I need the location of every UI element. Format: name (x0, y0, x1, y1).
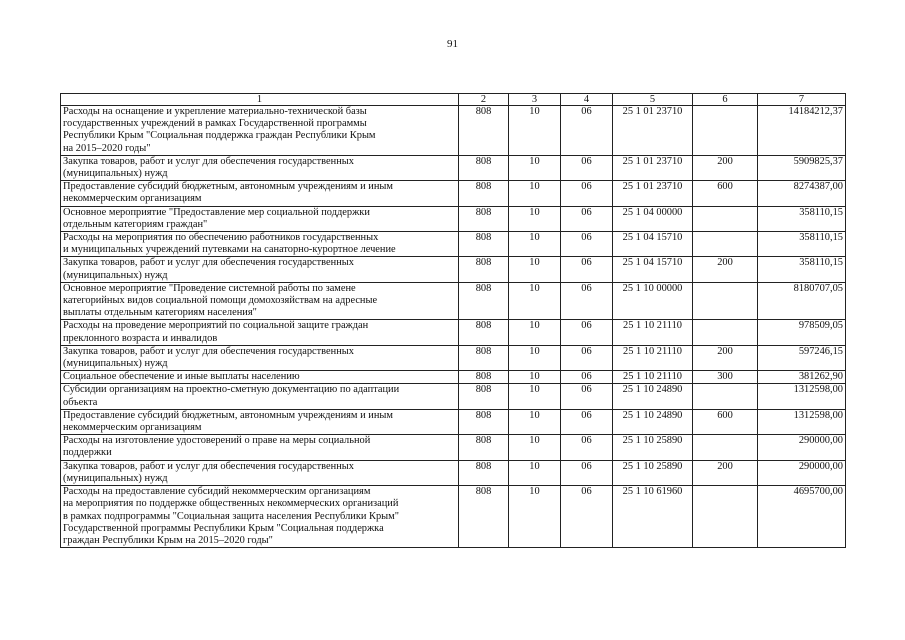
ministry-code: 808 (459, 232, 509, 257)
target-article-code: 25 1 10 24890 (613, 409, 693, 434)
amount: 381262,90 (758, 371, 846, 384)
subsection-code: 06 (561, 155, 613, 180)
ministry-code: 808 (459, 409, 509, 434)
description-line: (муниципальных) нужд (63, 472, 168, 484)
description-line: Расходы на проведение мероприятий по социальной защите граждан (63, 320, 369, 332)
ministry-code: 808 (459, 181, 509, 206)
table-row (61, 282, 846, 320)
amount: 290000,00 (758, 435, 846, 460)
subsection-code: 06 (561, 384, 613, 409)
ministry-code: 808 (459, 460, 509, 485)
expense-type-code: 200 (693, 155, 758, 180)
description-line: Закупка товаров, работ и услуг для обеспечения государственных (63, 345, 354, 357)
row-description (61, 106, 459, 156)
table-row (61, 181, 846, 206)
description-line: Закупка товаров, работ и услуг для обеспечения государственных (63, 155, 354, 167)
ministry-code: 808 (459, 257, 509, 282)
ministry-code: 808 (459, 155, 509, 180)
description-line: Основное мероприятие "Предоставление мер социальной поддержки (63, 206, 370, 218)
amount: 597246,15 (758, 345, 846, 370)
row-description (61, 435, 459, 460)
amount: 4695700,00 (758, 486, 846, 548)
description-line: граждан Республики Крым на 2015–2020 годы" (63, 534, 273, 546)
table-row (61, 206, 846, 231)
target-article-code: 25 1 01 23710 (613, 106, 693, 156)
section-code: 10 (509, 320, 561, 345)
description-line: поддержки (63, 447, 112, 459)
target-article-code: 25 1 01 23710 (613, 155, 693, 180)
table-row (61, 384, 846, 409)
header-cell: 1 (61, 94, 459, 106)
description-line: Расходы на оснащение и укрепление материально-технической базы (63, 106, 367, 117)
subsection-code: 06 (561, 320, 613, 345)
row-description (61, 320, 459, 345)
section-code: 10 (509, 232, 561, 257)
expense-type-code (693, 384, 758, 409)
description-line: (муниципальных) нужд (63, 358, 168, 370)
ministry-code: 808 (459, 345, 509, 370)
expense-type-code: 200 (693, 345, 758, 370)
description-line: государственных учреждений в рамках Государственной программы (63, 118, 367, 130)
row-description (61, 181, 459, 206)
section-code: 10 (509, 106, 561, 156)
row-description (61, 409, 459, 434)
table-row (61, 106, 846, 156)
expense-type-code: 600 (693, 181, 758, 206)
subsection-code: 06 (561, 232, 613, 257)
table-row (61, 371, 846, 384)
expense-type-code: 600 (693, 409, 758, 434)
expense-type-code (693, 320, 758, 345)
header-row (61, 94, 846, 106)
table-row (61, 232, 846, 257)
row-description (61, 206, 459, 231)
subsection-code: 06 (561, 435, 613, 460)
expense-type-code (693, 206, 758, 231)
expense-type-code (693, 232, 758, 257)
table-row (61, 257, 846, 282)
description-line: (муниципальных) нужд (63, 168, 168, 180)
header-cell: 6 (693, 94, 758, 106)
subsection-code: 06 (561, 282, 613, 320)
target-article-code: 25 1 04 15710 (613, 232, 693, 257)
expense-type-code (693, 282, 758, 320)
section-code: 10 (509, 181, 561, 206)
ministry-code: 808 (459, 384, 509, 409)
subsection-code: 06 (561, 257, 613, 282)
description-line: Предоставление субсидий бюджетным, автономным учреждениям и иным (63, 409, 393, 421)
description-line: и муниципальных учреждений путевками на санаторно-курортное лечение (63, 244, 396, 256)
target-article-code: 25 1 10 61960 (613, 486, 693, 548)
description-line: на 2015–2020 годы" (63, 142, 151, 154)
table-row (61, 345, 846, 370)
row-description (61, 371, 459, 384)
target-article-code: 25 1 10 21110 (613, 320, 693, 345)
table-row (61, 320, 846, 345)
header-cell: 2 (459, 94, 509, 106)
description-line: Предоставление субсидий бюджетным, автономным учреждениям и иным (63, 181, 393, 193)
description-line: Государственной программы Республики Крым "Социальная поддержка (63, 522, 384, 534)
row-description (61, 155, 459, 180)
expense-type-code (693, 435, 758, 460)
target-article-code: 25 1 04 00000 (613, 206, 693, 231)
description-line: в рамках подпрограммы "Социальная защита населения Республики Крым" (63, 510, 399, 522)
description-line: отдельным категориям граждан" (63, 218, 208, 230)
header-cell: 7 (758, 94, 846, 106)
description-line: Республики Крым "Социальная поддержка граждан Республики Крым (63, 130, 376, 142)
description-line: Расходы на предоставление субсидий некоммерческим организациям (63, 486, 371, 498)
page-number: 91 (447, 38, 458, 50)
header-cell: 5 (613, 94, 693, 106)
amount: 978509,05 (758, 320, 846, 345)
section-code: 10 (509, 206, 561, 231)
ministry-code: 808 (459, 206, 509, 231)
description-line: преклонного возраста и инвалидов (63, 332, 218, 344)
expense-type-code: 200 (693, 460, 758, 485)
ministry-code: 808 (459, 486, 509, 548)
subsection-code: 06 (561, 181, 613, 206)
amount: 1312598,00 (758, 384, 846, 409)
section-code: 10 (509, 155, 561, 180)
description-line: некоммерческим организациям (63, 193, 202, 205)
row-description (61, 345, 459, 370)
section-code: 10 (509, 409, 561, 434)
ministry-code: 808 (459, 371, 509, 384)
target-article-code: 25 1 04 15710 (613, 257, 693, 282)
ministry-code: 808 (459, 282, 509, 320)
row-description (61, 282, 459, 320)
amount: 14184212,37 (758, 106, 846, 156)
ministry-code: 808 (459, 320, 509, 345)
description-line: некоммерческим организациям (63, 422, 202, 434)
expense-type-code: 300 (693, 371, 758, 384)
section-code: 10 (509, 435, 561, 460)
row-description (61, 232, 459, 257)
section-code: 10 (509, 384, 561, 409)
amount: 290000,00 (758, 460, 846, 485)
amount: 358110,15 (758, 257, 846, 282)
target-article-code: 25 1 10 24890 (613, 384, 693, 409)
expense-type-code (693, 486, 758, 548)
description-line: объекта (63, 396, 98, 408)
subsection-code: 06 (561, 486, 613, 548)
ministry-code: 808 (459, 435, 509, 460)
table-row (61, 435, 846, 460)
target-article-code: 25 1 10 25890 (613, 460, 693, 485)
expense-type-code (693, 106, 758, 156)
header-cell: 4 (561, 94, 613, 106)
target-article-code: 25 1 10 21110 (613, 345, 693, 370)
section-code: 10 (509, 257, 561, 282)
amount: 5909825,37 (758, 155, 846, 180)
description-line: Закупка товаров, работ и услуг для обеспечения государственных (63, 257, 354, 269)
amount: 1312598,00 (758, 409, 846, 434)
header-cell: 3 (509, 94, 561, 106)
table-row (61, 155, 846, 180)
description-line: категорийных видов социальной помощи домохозяйствам на адресные (63, 295, 378, 307)
section-code: 10 (509, 460, 561, 485)
amount: 8274387,00 (758, 181, 846, 206)
table-row (61, 460, 846, 485)
subsection-code: 06 (561, 106, 613, 156)
budget-table (60, 93, 846, 548)
description-line: Расходы на изготовление удостоверений о праве на меры социальной (63, 435, 371, 447)
target-article-code: 25 1 10 25890 (613, 435, 693, 460)
description-line: Расходы на мероприятия по обеспечению работников государственных (63, 232, 379, 244)
section-code: 10 (509, 486, 561, 548)
subsection-code: 06 (561, 206, 613, 231)
row-description (61, 257, 459, 282)
description-line: на мероприятия по поддержке общественных некоммерческих организаций (63, 498, 399, 510)
table-body (61, 106, 846, 548)
description-line: Закупка товаров, работ и услуг для обеспечения государственных (63, 460, 354, 472)
amount: 8180707,05 (758, 282, 846, 320)
amount: 358110,15 (758, 232, 846, 257)
target-article-code: 25 1 10 00000 (613, 282, 693, 320)
subsection-code: 06 (561, 409, 613, 434)
subsection-code: 06 (561, 460, 613, 485)
subsection-code: 06 (561, 371, 613, 384)
section-code: 10 (509, 371, 561, 384)
expense-type-code: 200 (693, 257, 758, 282)
row-description (61, 486, 459, 548)
description-line: (муниципальных) нужд (63, 269, 168, 281)
description-line: Социальное обеспечение и иные выплаты населению (63, 371, 300, 383)
table-row (61, 409, 846, 434)
amount: 358110,15 (758, 206, 846, 231)
subsection-code: 06 (561, 345, 613, 370)
row-description (61, 384, 459, 409)
target-article-code: 25 1 01 23710 (613, 181, 693, 206)
ministry-code: 808 (459, 106, 509, 156)
description-line: Основное мероприятие "Проведение системной работы по замене (63, 282, 356, 294)
target-article-code: 25 1 10 21110 (613, 371, 693, 384)
section-code: 10 (509, 345, 561, 370)
table-row (61, 486, 846, 548)
description-line: выплаты отдельным категориям населения" (63, 307, 257, 319)
description-line: Субсидии организациям на проектно-сметную документацию по адаптации (63, 384, 400, 396)
row-description (61, 460, 459, 485)
section-code: 10 (509, 282, 561, 320)
